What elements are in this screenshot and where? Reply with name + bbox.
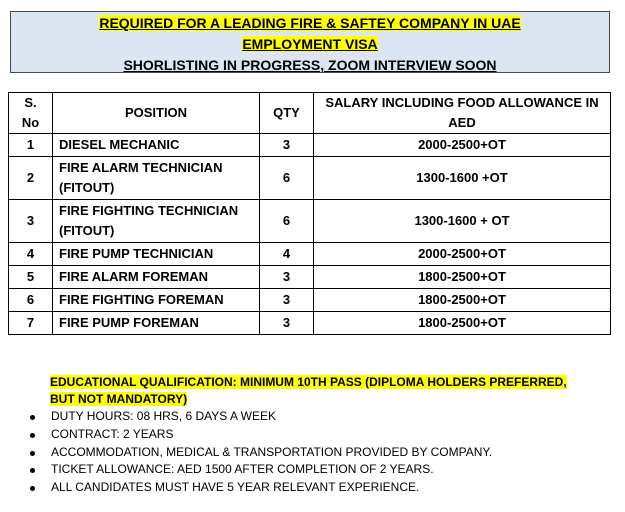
cell-qty: 3: [260, 266, 314, 289]
cell-position: FIRE PUMP TECHNICIAN: [53, 243, 260, 266]
table-row: [9, 157, 611, 200]
header-title: REQUIRED FOR A LEADING FIRE & SAFTEY COMPANY IN UAE: [99, 15, 521, 31]
cell-sno: 1: [9, 134, 53, 157]
header-qty: QTY: [260, 93, 314, 134]
cell-qty: 6: [260, 200, 314, 243]
cell-salary: 2000-2500+OT: [314, 134, 611, 157]
cell-sno: 4: [9, 243, 53, 266]
cell-qty: 6: [260, 157, 314, 200]
table-row: [9, 200, 611, 243]
table-row: [9, 243, 611, 266]
header-position: POSITION: [53, 93, 260, 134]
bullet-icon: [30, 451, 35, 456]
cell-qty: 3: [260, 289, 314, 312]
cell-sno: 2: [9, 157, 53, 200]
cell-salary: 1800-2500+OT: [314, 289, 611, 312]
list-item: CONTRACT: 2 YEARS: [30, 426, 492, 444]
list-item: DUTY HOURS: 08 HRS, 6 DAYS A WEEK: [30, 408, 492, 426]
table-row: [9, 312, 611, 335]
cell-salary: 1300-1600 +OT: [314, 157, 611, 200]
bullet-icon: [30, 486, 35, 491]
cell-sno: 6: [9, 289, 53, 312]
cell-position: FIRE ALARM FOREMAN: [53, 266, 260, 289]
education-requirement: EDUCATIONAL QUALIFICATION: MINIMUM 10TH PASS (DIPLOMA HOLDERS PREFERRED, BUT NOT MANDATORY): [50, 375, 567, 406]
bullet-icon: [30, 468, 35, 473]
conditions-list: [30, 408, 492, 497]
header-status: SHORLISTING IN PROGRESS, ZOOM INTERVIEW SOON: [123, 57, 497, 73]
cell-qty: 4: [260, 243, 314, 266]
bullet-icon: [30, 433, 35, 438]
list-item: ALL CANDIDATES MUST HAVE 5 YEAR RELEVANT EXPERIENCE.: [30, 479, 492, 497]
cell-qty: 3: [260, 312, 314, 335]
positions-table: [8, 92, 611, 335]
cell-salary: 1800-2500+OT: [314, 266, 611, 289]
header-box: [10, 11, 610, 73]
cell-position: FIRE PUMP FOREMAN: [53, 312, 260, 335]
table-header-row: [9, 93, 611, 134]
cell-salary: 1800-2500+OT: [314, 312, 611, 335]
cell-sno: 7: [9, 312, 53, 335]
cell-sno: 3: [9, 200, 53, 243]
table-row: [9, 134, 611, 157]
cell-salary: 1300-1600 + OT: [314, 200, 611, 243]
header-salary: SALARY INCLUDING FOOD ALLOWANCE IN AED: [314, 93, 611, 134]
list-item: ACCOMMODATION, MEDICAL & TRANSPORTATION PROVIDED BY COMPANY.: [30, 444, 492, 462]
cell-sno: 5: [9, 266, 53, 289]
bullet-icon: [30, 415, 35, 420]
cell-qty: 3: [260, 134, 314, 157]
header-visa: EMPLOYMENT VISA: [242, 36, 378, 52]
cell-position: FIRE FIGHTING TECHNICIAN (FITOUT): [53, 200, 260, 243]
cell-position: DIESEL MECHANIC: [53, 134, 260, 157]
table-row: [9, 289, 611, 312]
cell-salary: 2000-2500+OT: [314, 243, 611, 266]
cell-position: FIRE FIGHTING FOREMAN: [53, 289, 260, 312]
cell-position: FIRE ALARM TECHNICIAN (FITOUT): [53, 157, 260, 200]
list-item: TICKET ALLOWANCE: AED 1500 AFTER COMPLETION OF 2 YEARS.: [30, 461, 492, 479]
header-sno: S. No: [9, 93, 53, 134]
table-row: [9, 266, 611, 289]
